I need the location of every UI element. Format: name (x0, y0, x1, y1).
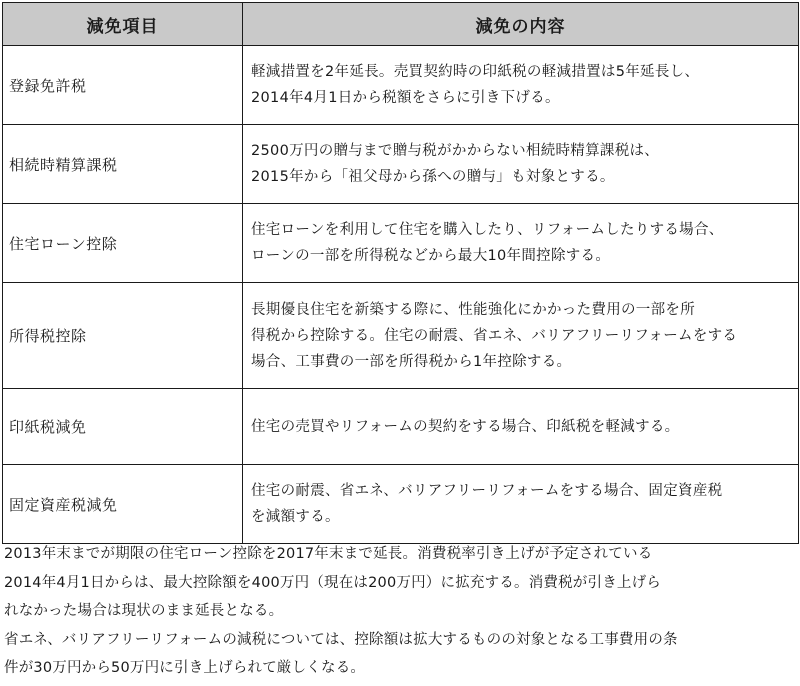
content-line: 住宅の売買やリフォームの契約をする場合、印紙税を軽減する。 (251, 418, 680, 435)
table-row (3, 283, 799, 389)
row-content (243, 389, 799, 465)
table-row (3, 125, 799, 204)
row-content (243, 204, 799, 283)
content-line: 長期優良住宅を新築する際に、性能強化にかかった費用の一部を所 (251, 301, 695, 318)
row-item: 印紙税減免 (3, 389, 243, 465)
content-line: 2500万円の贈与まで贈与税がかからない相続時精算課税は、 (251, 143, 660, 159)
content-line: を減額する。 (251, 509, 340, 525)
table-row (3, 465, 799, 544)
row-content (243, 465, 799, 544)
content-line: ローンの一部を所得税などから最大10年間控除する。 (251, 248, 611, 264)
content-line: 得税から控除する。住宅の耐震、省エネ、バリアフリーリフォームをする (251, 327, 738, 344)
content-line: 軽減措置を2年延長。売買契約時の印紙税の軽減措置は5年延長し、 (251, 64, 700, 80)
tax-relief-table (2, 2, 799, 544)
footnote (4, 540, 798, 683)
header-content: 減免の内容 (243, 3, 799, 46)
table-row (3, 204, 799, 283)
table-header-row (3, 3, 799, 46)
row-item: 住宅ローン控除 (3, 204, 243, 283)
content-line: 住宅ローンを利用して住宅を購入したり、リフォームしたりする場合、 (251, 222, 724, 238)
row-content (243, 283, 799, 389)
row-item: 登録免許税 (3, 46, 243, 125)
footnote-line: れなかった場合は現状のまま延長となる。 (4, 603, 284, 619)
footnote-line: 省エネ、バリアフリーリフォームの減税については、控除額は拡大するものの対象となる工事費用の条 (4, 631, 678, 648)
footnote-line: 2014年4月1日からは、最大控除額を400万円（現在は200万円）に拡充する。消費税が引き上げら (4, 574, 662, 591)
row-content (243, 125, 799, 204)
row-item: 所得税控除 (3, 283, 243, 389)
row-item: 相続時精算課税 (3, 125, 243, 204)
content-line: 場合、工事費の一部を所得税から1年控除する。 (251, 353, 572, 370)
content-line: 2014年4月1日から税額をさらに引き下げる。 (251, 90, 560, 106)
table-row (3, 389, 799, 465)
content-line: 2015年から「祖父母から孫への贈与」も対象とする。 (251, 169, 615, 185)
header-item: 減免項目 (3, 3, 243, 46)
table-row (3, 46, 799, 125)
row-item: 固定資産税減免 (3, 465, 243, 544)
content-line: 住宅の耐震、省エネ、バリアフリーリフォームをする場合、固定資産税 (251, 483, 723, 499)
footnote-line: 件が30万円から50万円に引き上げられて厳しくなる。 (4, 660, 366, 676)
row-content (243, 46, 799, 125)
footnote-line: 2013年末までが期限の住宅ローン控除を2017年末まで延長。消費税率引き上げが予定されている (4, 546, 653, 562)
